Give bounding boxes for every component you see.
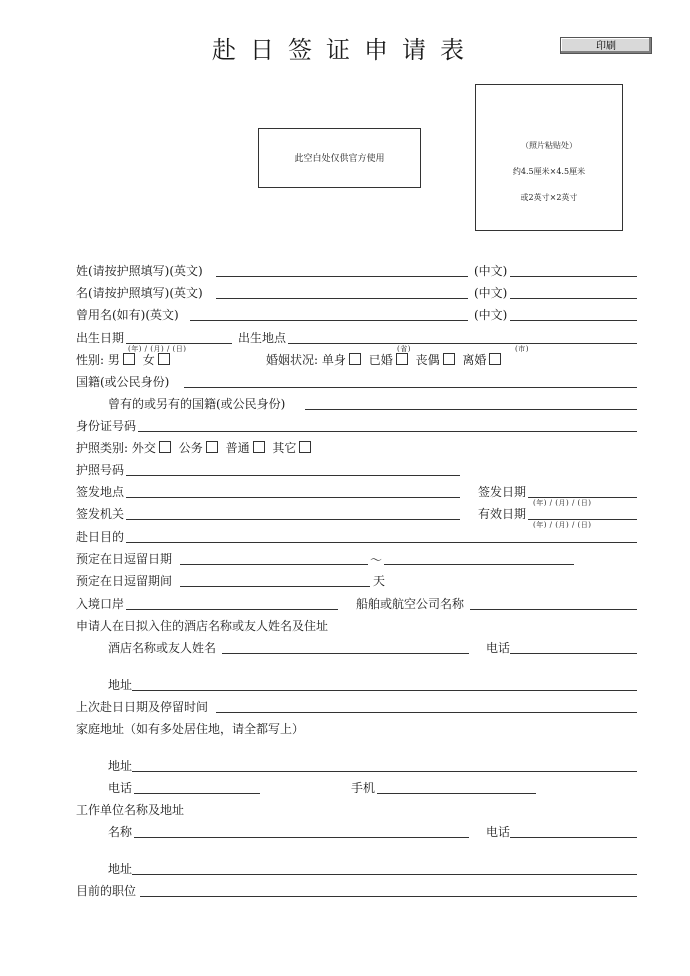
nationality-label: 国籍(或公民身份) xyxy=(76,375,170,389)
photo-box-line2: 约4.5厘米×4.5厘米 xyxy=(512,167,586,176)
print-button[interactable]: 印刷 xyxy=(560,37,652,54)
host-header: 申请人在日拟入住的酒店名称或友人姓名及住址 xyxy=(76,619,329,633)
hotel-phone-label: 电话 xyxy=(486,641,511,655)
widowed-label: 丧偶 xyxy=(415,353,440,367)
other-checkbox[interactable] xyxy=(299,441,311,453)
home-address-label: 地址 xyxy=(108,759,133,773)
hotel-address-label: 地址 xyxy=(108,678,133,692)
passport-no-label: 护照号码 xyxy=(76,463,125,477)
authority-field[interactable] xyxy=(126,519,460,520)
marital-label: 婚姻状况: xyxy=(266,353,319,367)
last-visit-field[interactable] xyxy=(216,712,637,713)
occupation-label: 目前的职位 xyxy=(76,884,137,898)
expiry-label: 有效日期 xyxy=(478,507,527,521)
stay-from-field[interactable] xyxy=(180,564,368,565)
given-name-chinese-label: (中文) xyxy=(474,286,508,300)
employer-address-field[interactable] xyxy=(132,874,637,875)
passport-type-row xyxy=(76,440,315,456)
days-label: 天 xyxy=(373,574,386,588)
former-name-chinese-label: (中文) xyxy=(474,308,508,322)
ordinary-checkbox[interactable] xyxy=(253,441,265,453)
married-label: 已婚 xyxy=(368,353,393,367)
given-name-label: 名(请按护照填写)(英文) xyxy=(76,286,203,300)
stay-length-label: 预定在日逗留期间 xyxy=(76,574,173,588)
ship-airline-label: 船舶或航空公司名称 xyxy=(356,597,465,611)
home-address-header: 家庭地址（如有多处居住地，请全都写上） xyxy=(76,722,305,736)
id-number-label: 身份证号码 xyxy=(76,419,137,433)
authority-label: 签发机关 xyxy=(76,507,125,521)
given-name-chinese-field[interactable] xyxy=(510,298,637,299)
employer-name-label: 名称 xyxy=(108,825,133,839)
date-issue-field[interactable] xyxy=(528,497,637,498)
passport-type-label: 护照类别: xyxy=(76,441,129,455)
surname-chinese-label: (中文) xyxy=(474,264,508,278)
divorced-label: 离婚 xyxy=(462,353,487,367)
stay-to-field[interactable] xyxy=(384,564,574,565)
hotel-phone-field[interactable] xyxy=(510,653,637,654)
hotel-address-field[interactable] xyxy=(132,690,637,691)
photo-box xyxy=(475,84,623,231)
employer-header: 工作单位名称及地址 xyxy=(76,803,185,817)
form-title: 赴日签证申请表 xyxy=(212,36,478,64)
surname-chinese-field[interactable] xyxy=(510,276,637,277)
employer-address-label: 地址 xyxy=(108,862,133,876)
surname-field[interactable] xyxy=(216,276,468,277)
widowed-checkbox[interactable] xyxy=(443,353,455,365)
expiry-hint: (年) / (月) / (日) xyxy=(533,521,592,529)
birth-place-field[interactable] xyxy=(288,343,637,344)
birth-date-field[interactable] xyxy=(126,343,232,344)
male-label: 男 xyxy=(107,353,120,367)
married-checkbox[interactable] xyxy=(396,353,408,365)
stay-dates-label: 预定在日逗留日期 xyxy=(76,552,173,566)
birth-place-label: 出生地点 xyxy=(238,331,287,345)
sex-label: 性别: xyxy=(76,353,105,367)
birth-date-label: 出生日期 xyxy=(76,331,125,345)
official-checkbox[interactable] xyxy=(206,441,218,453)
official-label: 公务 xyxy=(178,441,203,455)
sex-row xyxy=(76,352,174,368)
male-checkbox[interactable] xyxy=(123,353,135,365)
date-issue-label: 签发日期 xyxy=(478,485,527,499)
former-name-field[interactable] xyxy=(190,320,468,321)
diplomatic-label: 外交 xyxy=(131,441,156,455)
surname-label: 姓(请按护照填写)(英文) xyxy=(76,264,203,278)
former-nationality-field[interactable] xyxy=(305,409,637,410)
former-name-label: 曾用名(如有)(英文) xyxy=(76,308,179,322)
former-nationality-label: 曾有的或另有的国籍(或公民身份) xyxy=(108,397,286,411)
ship-airline-field[interactable] xyxy=(470,609,637,610)
marital-row xyxy=(266,352,505,368)
expiry-field[interactable] xyxy=(528,519,637,520)
port-entry-field[interactable] xyxy=(126,609,338,610)
employer-phone-field[interactable] xyxy=(510,837,637,838)
official-use-box: 此空白处仅供官方使用 xyxy=(258,128,421,188)
single-label: 单身 xyxy=(321,353,346,367)
employer-phone-label: 电话 xyxy=(486,825,511,839)
mobile-label: 手机 xyxy=(351,781,376,795)
female-checkbox[interactable] xyxy=(158,353,170,365)
diplomatic-checkbox[interactable] xyxy=(159,441,171,453)
birth-city-hint: (市) xyxy=(515,345,529,353)
female-label: 女 xyxy=(142,353,155,367)
single-checkbox[interactable] xyxy=(349,353,361,365)
stay-length-field[interactable] xyxy=(180,586,370,587)
photo-box-line1: （照片粘贴处） xyxy=(521,141,577,150)
birth-province-hint: (省) xyxy=(397,345,411,353)
nationality-field[interactable] xyxy=(184,387,637,388)
former-name-chinese-field[interactable] xyxy=(510,320,637,321)
given-name-field[interactable] xyxy=(216,298,468,299)
purpose-field[interactable] xyxy=(126,542,637,543)
place-issue-label: 签发地点 xyxy=(76,485,125,499)
tilde-label: ～ xyxy=(370,553,383,567)
occupation-field[interactable] xyxy=(140,896,637,897)
divorced-checkbox[interactable] xyxy=(489,353,501,365)
hotel-name-label: 酒店名称或友人姓名 xyxy=(108,641,217,655)
port-entry-label: 入境口岸 xyxy=(76,597,125,611)
purpose-label: 赴日目的 xyxy=(76,530,125,544)
home-phone-field[interactable] xyxy=(134,793,260,794)
date-issue-hint: (年) / (月) / (日) xyxy=(533,499,592,507)
birth-date-hint: (年) / (月) / (日) xyxy=(128,345,187,353)
passport-no-field[interactable] xyxy=(126,475,460,476)
home-address-field[interactable] xyxy=(132,771,637,772)
last-visit-label: 上次赴日日期及停留时间 xyxy=(76,700,209,714)
home-phone-label: 电话 xyxy=(108,781,133,795)
id-number-field[interactable] xyxy=(138,431,637,432)
hotel-name-field[interactable] xyxy=(222,653,469,654)
mobile-field[interactable] xyxy=(377,793,536,794)
photo-box-line3: 或2英寸×2英寸 xyxy=(520,193,578,202)
place-issue-field[interactable] xyxy=(126,497,460,498)
other-label: 其它 xyxy=(272,441,297,455)
ordinary-label: 普通 xyxy=(225,441,250,455)
employer-name-field[interactable] xyxy=(134,837,469,838)
